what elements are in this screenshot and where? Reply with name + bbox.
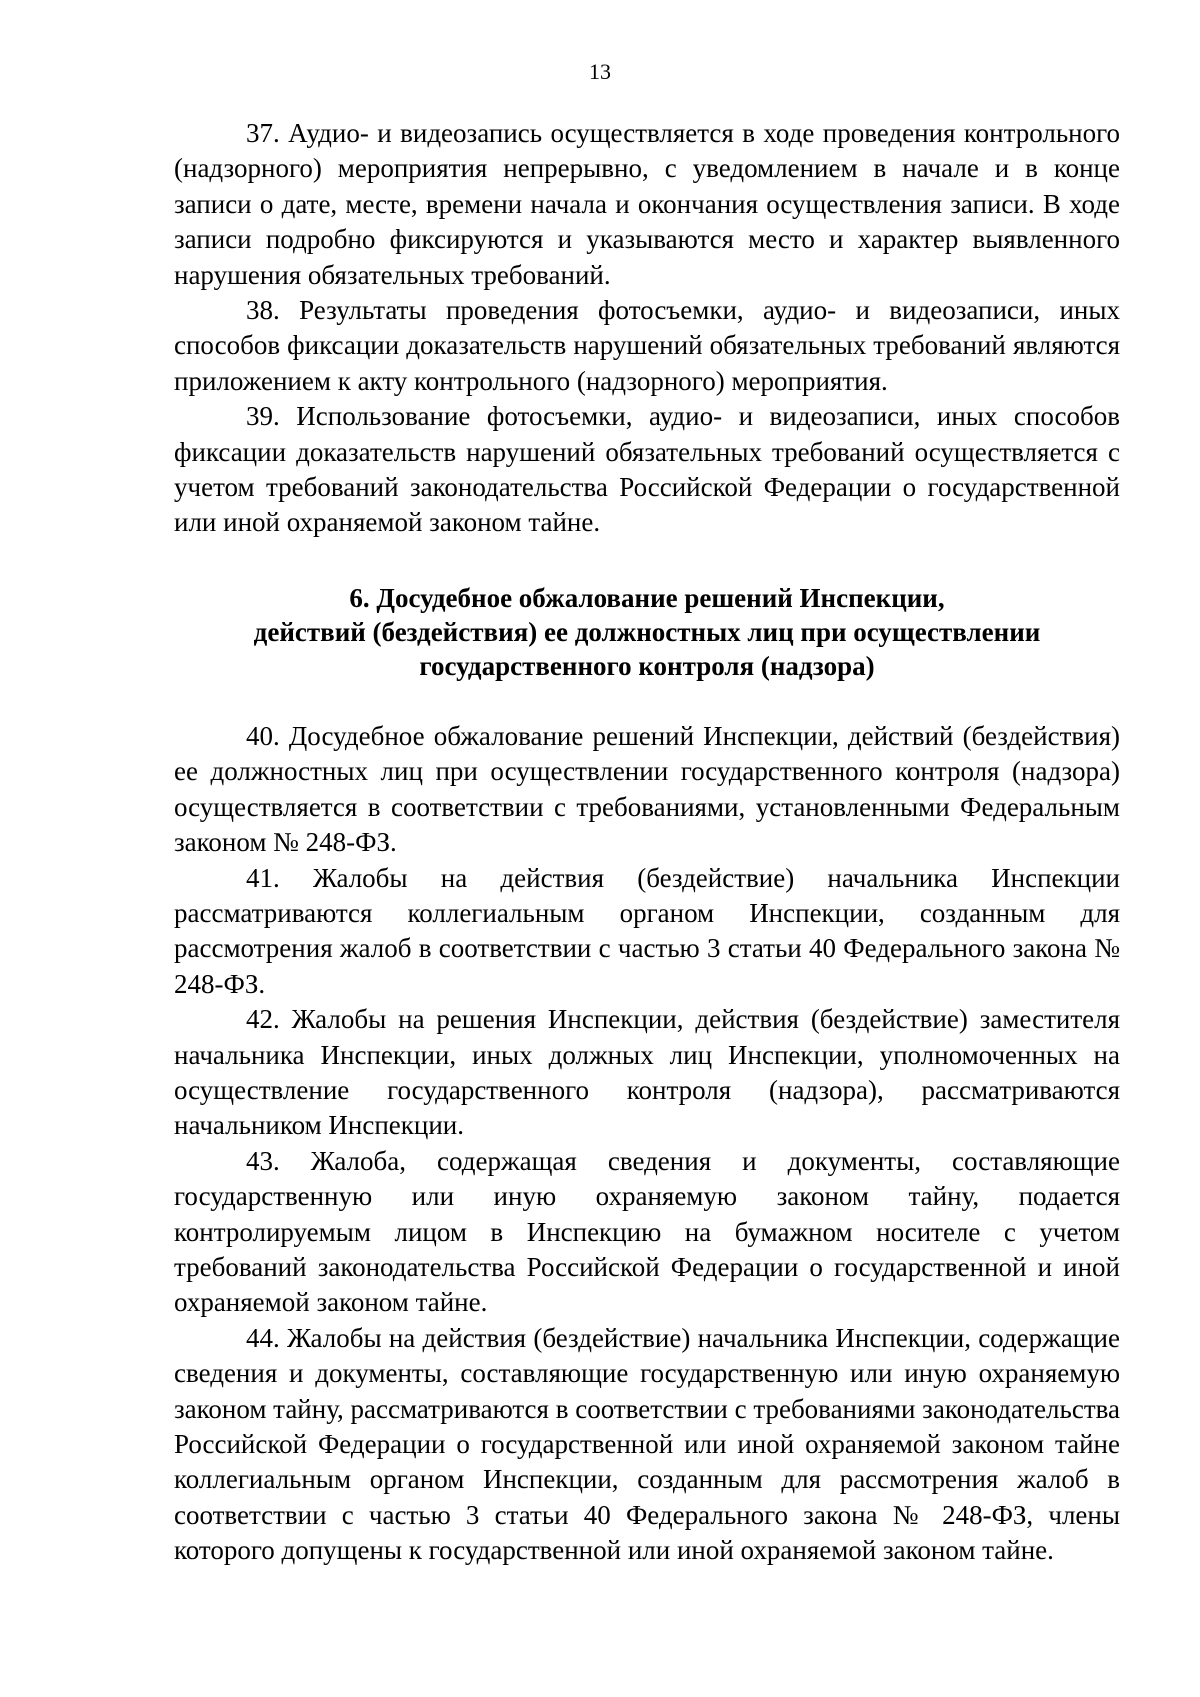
paragraph-39: 39. Использование фотосъемки, аудио- и видеозаписи, иных способов фиксации доказательств нарушений обязательных требований осуществляется с учетом требований законодательства Российской Федерации о государственной или иной охраняемой законом тайне. [174,401,1120,538]
section-heading [174,581,1120,683]
document-body [174,116,1120,1569]
paragraph-37: 37. Аудио- и видеозапись осуществляется в ходе проведения контрольного (надзорного) мероприятия непрерывно, с уведомлением в начале и в конце записи о дате, месте, времени начала и окончания осуществления записи. В ходе записи подробно фиксируются и указываются место и характер выявленного нарушения обязательных требований. [174,118,1120,290]
paragraph-43: 43. Жалоба, содержащая сведения и документы, составляющие государственную или иную охраняемую законом тайну, подается контролируемым лицом в Инспекцию на бумажном носителе с учетом требований законодательства Российской Федерации о государственной и иной охраняемой законом тайне. [174,1145,1120,1318]
section-heading-line: действий (бездействия) ее должностных лиц при осуществлении [253,616,1041,647]
paragraph-38: 38. Результаты проведения фотосъемки, аудио- и видеозаписи, иных способов фиксации доказательств нарушений обязательных требований являются приложением к акту контрольного (надзорного) мероприятия. [174,295,1120,396]
paragraph-44: 44. Жалобы на действия (бездействие) начальника Инспекции, содержащие сведения и документы, составляющие государственную или иную охраняемую законом тайну, рассматриваются в соответствии с требованиями законодательства Российской Федерации о государственной или иной охраняемой законом тайне коллегиальным органом Инспекции, созданным для рассмотрения жалоб в соответствии с частью 3 статьи 40 Федерального закона № 248-ФЗ, члены которого допущены к государственной или иной охраняемой законом тайне. [174,1322,1120,1566]
section-heading-line: государственного контроля (надзора) [419,650,875,681]
paragraph-41: 41. Жалобы на действия (бездействие) начальника Инспекции рассматриваются коллегиальным органом Инспекции, созданным для рассмотрения жалоб в соответствии с частью 3 статьи 40 Федерального закона № 248-ФЗ. [174,862,1120,999]
paragraph-40: 40. Досудебное обжалование решений Инспекции, действий (бездействия) ее должностных лиц при осуществлении государственного контроля (надзора) осуществляется в соответствии с требованиями, установленными Федеральным законом № 248-ФЗ. [174,720,1120,858]
paragraph-42: 42. Жалобы на решения Инспекции, действия (бездействие) заместителя начальника Инспекции, иных должных лиц Инспекции, уполномоченных на осуществление государственного контроля (надзора), рассматриваются начальником Инспекции. [174,1004,1120,1141]
page-number: 13 [589,59,611,84]
section-heading-line: 6. Досудебное обжалование решений Инспекции, [349,582,945,613]
